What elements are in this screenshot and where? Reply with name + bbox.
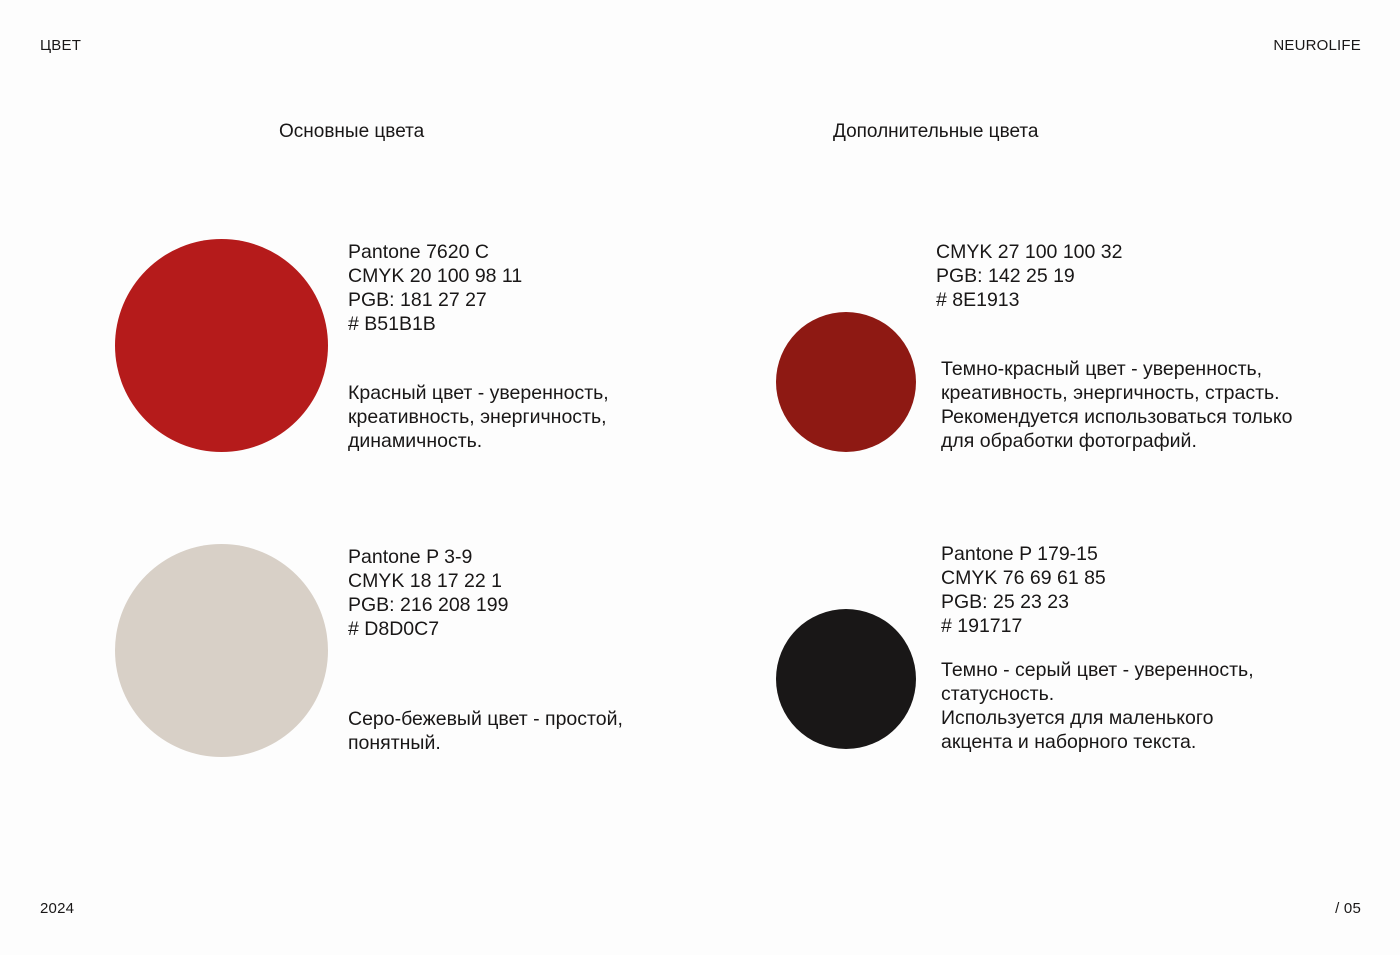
description-line: понятный.	[348, 732, 441, 754]
color-swatch-dark-gray	[776, 609, 916, 749]
description-line: Красный цвет - уверенность,	[348, 382, 609, 404]
description-line: Используется для маленького	[941, 707, 1214, 729]
color-specs-dark-red	[936, 240, 1122, 312]
description-line: Рекомендуется использоваться только	[941, 406, 1293, 428]
spec-cmyk: CMYK 76 69 61 85	[941, 567, 1106, 589]
description-line: Темно - серый цвет - уверенность,	[941, 659, 1254, 681]
color-specs-dark-gray	[941, 542, 1106, 638]
description-line: креативность, энергичность, страсть.	[941, 382, 1280, 404]
description-line: акцента и наборного текста.	[941, 731, 1197, 753]
secondary-colors-title: Дополнительные цвета	[833, 121, 1039, 142]
description-line: статусность.	[941, 683, 1055, 705]
spec-hex: # B51B1B	[348, 313, 436, 335]
color-swatch-beige	[115, 544, 328, 757]
spec-pantone: Pantone P 179-15	[941, 543, 1098, 565]
spec-hex: # 191717	[941, 615, 1023, 637]
color-swatch-red	[115, 239, 328, 452]
color-specs-red	[348, 240, 522, 336]
color-specs-beige	[348, 545, 508, 641]
description-line: Темно-красный цвет - уверенность,	[941, 358, 1263, 380]
primary-colors-title: Основные цвета	[279, 121, 425, 142]
description-line: динамичность.	[348, 430, 483, 452]
spec-pantone: Pantone 7620 C	[348, 241, 489, 263]
spec-cmyk: CMYK 27 100 100 32	[936, 241, 1123, 263]
page-number: / 05	[1335, 900, 1361, 917]
color-description-dark-gray	[941, 658, 1254, 754]
spec-cmyk: CMYK 18 17 22 1	[348, 570, 502, 592]
description-line: креативность, энергичность,	[348, 406, 607, 428]
color-description-beige	[348, 707, 623, 755]
color-description-red	[348, 381, 609, 453]
spec-rgb: PGB: 142 25 19	[936, 265, 1075, 287]
spec-rgb: PGB: 25 23 23	[941, 591, 1069, 613]
description-line: для обработки фотографий.	[941, 430, 1197, 452]
spec-hex: # D8D0C7	[348, 618, 440, 640]
spec-rgb: PGB: 216 208 199	[348, 594, 509, 616]
footer-year: 2024	[40, 900, 75, 917]
spec-pantone: Pantone P 3-9	[348, 546, 473, 568]
brand-name: NEUROLIFE	[1273, 37, 1361, 54]
description-line: Серо-бежевый цвет - простой,	[348, 708, 623, 730]
spec-cmyk: CMYK 20 100 98 11	[348, 265, 523, 287]
spec-rgb: PGB: 181 27 27	[348, 289, 487, 311]
spec-hex: # 8E1913	[936, 289, 1020, 311]
color-swatch-dark-red	[776, 312, 916, 452]
section-label: ЦВЕТ	[40, 37, 82, 54]
color-description-dark-red	[941, 357, 1293, 453]
